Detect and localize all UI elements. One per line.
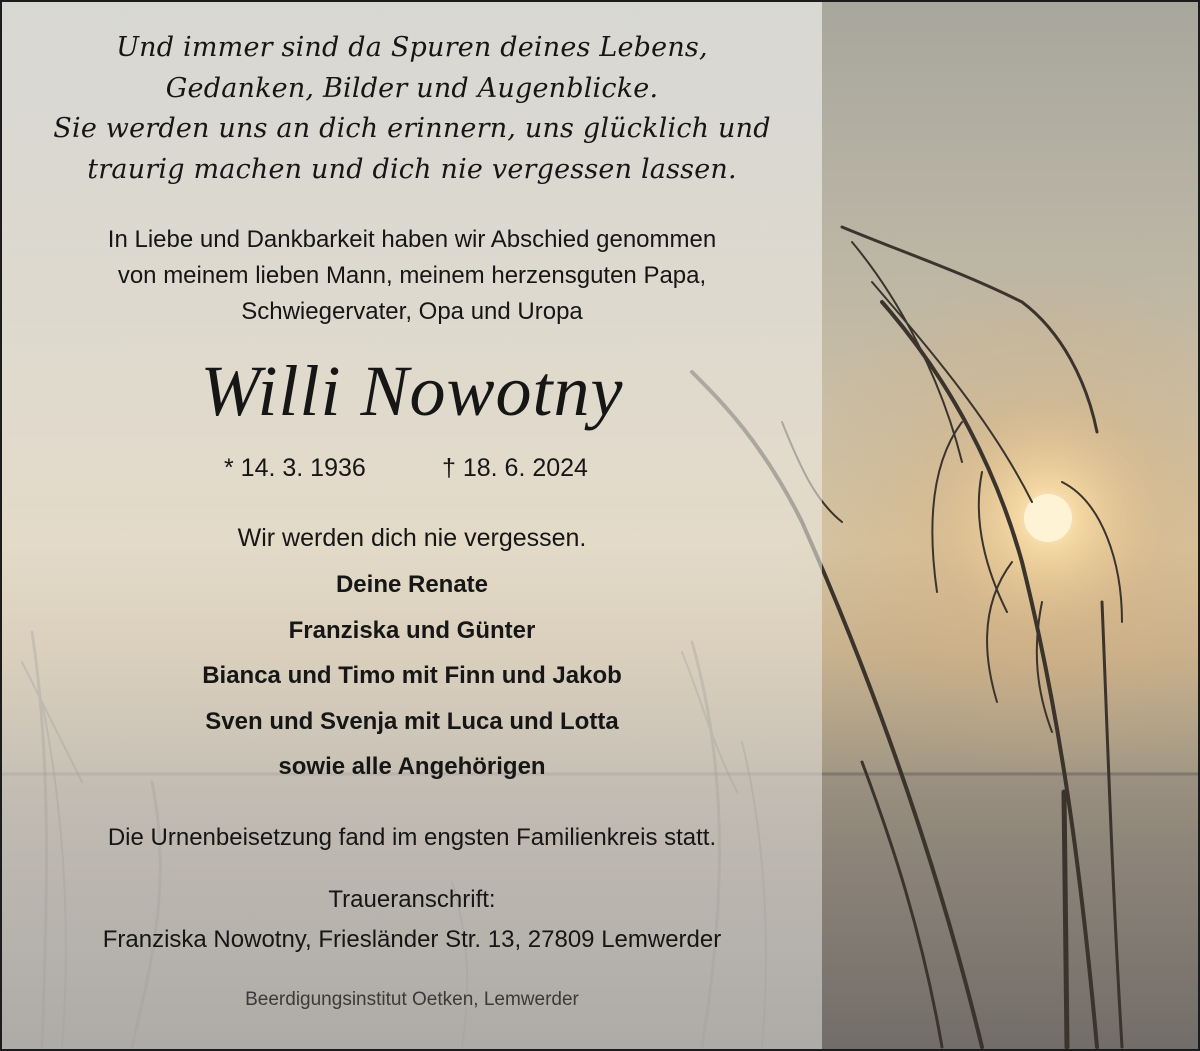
poem-line: Sie werden uns an dich erinnern, uns glücklich und bbox=[53, 113, 771, 144]
intro-line: von meinem lieben Mann, meinem herzensguten Papa, bbox=[117, 262, 707, 289]
deceased-name: Willi Nowotny bbox=[200, 351, 624, 431]
mourner: Bianca und Timo mit Finn und Jakob bbox=[202, 662, 622, 689]
poem-line: Gedanken, Bilder und Augenblicke. bbox=[165, 72, 659, 104]
poem-line: traurig machen und dich nie vergessen lassen. bbox=[87, 153, 737, 185]
birth-date: * 14. 3. 1936 bbox=[224, 454, 366, 482]
address-line: Franziska Nowotny, Friesländer Str. 13, 27809 Lemwerder bbox=[102, 926, 722, 953]
burial-note: Die Urnenbeisetzung fand im engsten Familienkreis statt. bbox=[107, 824, 717, 851]
death-date: † 18. 6. 2024 bbox=[442, 454, 588, 482]
address-label: Traueranschrift: bbox=[328, 886, 496, 913]
mourners-list bbox=[2, 562, 822, 790]
poem bbox=[2, 28, 822, 190]
undertaker: Beerdigungsinstitut Oetken, Lemwerder bbox=[245, 989, 579, 1010]
farewell-line: Wir werden dich nie vergessen. bbox=[237, 524, 587, 552]
mourning-address bbox=[2, 880, 822, 960]
poem-line: Und immer sind da Spuren deines Lebens, bbox=[116, 32, 708, 63]
mourner: sowie alle Angehörigen bbox=[278, 753, 546, 780]
intro-text bbox=[2, 222, 822, 330]
mourner: Deine Renate bbox=[335, 571, 489, 598]
mourner: Sven und Svenja mit Luca und Lotta bbox=[205, 707, 619, 735]
intro-line: Schwiegervater, Opa und Uropa bbox=[241, 298, 583, 325]
mourner: Franziska und Günter bbox=[288, 616, 536, 644]
intro-line: In Liebe und Dankbarkeit haben wir Abschied genommen bbox=[107, 226, 717, 253]
